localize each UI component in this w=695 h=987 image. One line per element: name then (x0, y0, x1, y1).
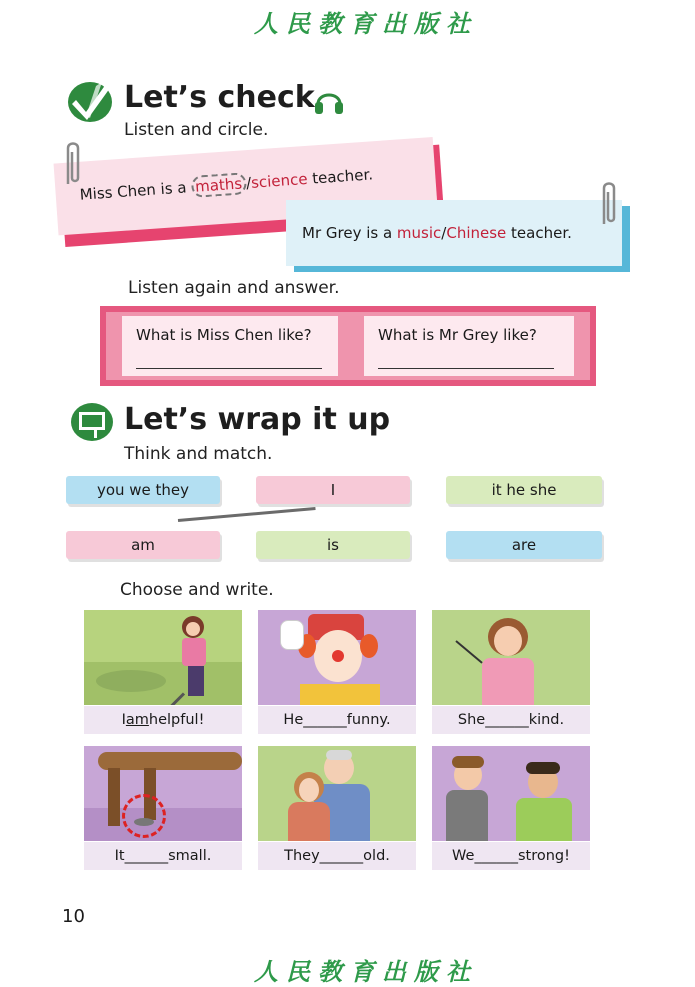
paperclip-icon (60, 140, 82, 186)
word-tab-are[interactable]: are (446, 531, 602, 559)
answer-am: am (125, 712, 149, 728)
answer-blank-2[interactable]: ______ (303, 712, 347, 728)
word-tab-you-we-they[interactable]: you we they (66, 476, 220, 504)
question-box-2 (364, 316, 574, 376)
picture-card-teacher (432, 610, 590, 734)
question-1: What is Miss Chen like? (136, 326, 312, 344)
section-title-lets-check: Let’s check (124, 80, 315, 115)
answer-panel (100, 306, 596, 386)
check-mark-icon (66, 78, 116, 124)
card-caption-2: He ______ funny. (258, 706, 416, 734)
card-caption-3: She ______ kind. (432, 706, 590, 734)
instruction-listen-circle: Listen and circle. (124, 120, 269, 140)
section-title-wrap-up: Let’s wrap it up (124, 402, 391, 437)
instruction-think-match: Think and match. (124, 444, 273, 464)
picture-card-mouse-table (84, 746, 242, 870)
publisher-mark-top: 人民教育出版社 (254, 9, 478, 38)
paperclip-icon (596, 180, 618, 226)
answer-line-2[interactable] (378, 368, 554, 369)
answer-blank-3[interactable]: ______ (485, 712, 529, 728)
picture-card-strong-boys (432, 746, 590, 870)
question-2: What is Mr Grey like? (378, 326, 537, 344)
instruction-listen-answer: Listen again and answer. (128, 278, 340, 298)
page-number: 10 (62, 906, 85, 927)
picture-card-girl-mopping (84, 610, 242, 734)
option-chinese[interactable]: Chinese (446, 224, 507, 242)
answer-blank-5[interactable]: ______ (319, 848, 364, 864)
card-caption-5: They ______ old. (258, 842, 416, 870)
answer-blank-4[interactable]: ______ (124, 848, 169, 864)
answer-blank-6[interactable]: ______ (474, 848, 518, 864)
option-maths[interactable]: maths (190, 172, 246, 198)
instruction-choose-write: Choose and write. (120, 580, 274, 600)
word-tab-am[interactable]: am (66, 531, 220, 559)
note-1-sentence: Miss Chen is a maths /science teacher. (79, 165, 374, 204)
picture-card-clown (258, 610, 416, 734)
note-card-2 (286, 200, 630, 272)
match-line (178, 507, 316, 522)
word-tab-it-he-she[interactable]: it he she (446, 476, 602, 504)
headphones-icon (312, 84, 346, 116)
word-tab-is[interactable]: is (256, 531, 410, 559)
note-2-sentence: Mr Grey is a music/Chinese teacher. (302, 224, 572, 242)
option-science[interactable]: science (250, 169, 309, 192)
card-caption-4: It ______ small. (84, 842, 242, 870)
publisher-mark-bottom: 人民教育出版社 (254, 957, 478, 986)
option-music[interactable]: music (396, 224, 442, 242)
board-icon (70, 402, 114, 442)
picture-card-grandparents (258, 746, 416, 870)
answer-line-1[interactable] (136, 368, 322, 369)
question-box-1 (122, 316, 338, 376)
word-tab-i[interactable]: I (256, 476, 410, 504)
card-caption-6: We ______ strong! (432, 842, 590, 870)
card-caption-1: I am helpful! (84, 706, 242, 734)
